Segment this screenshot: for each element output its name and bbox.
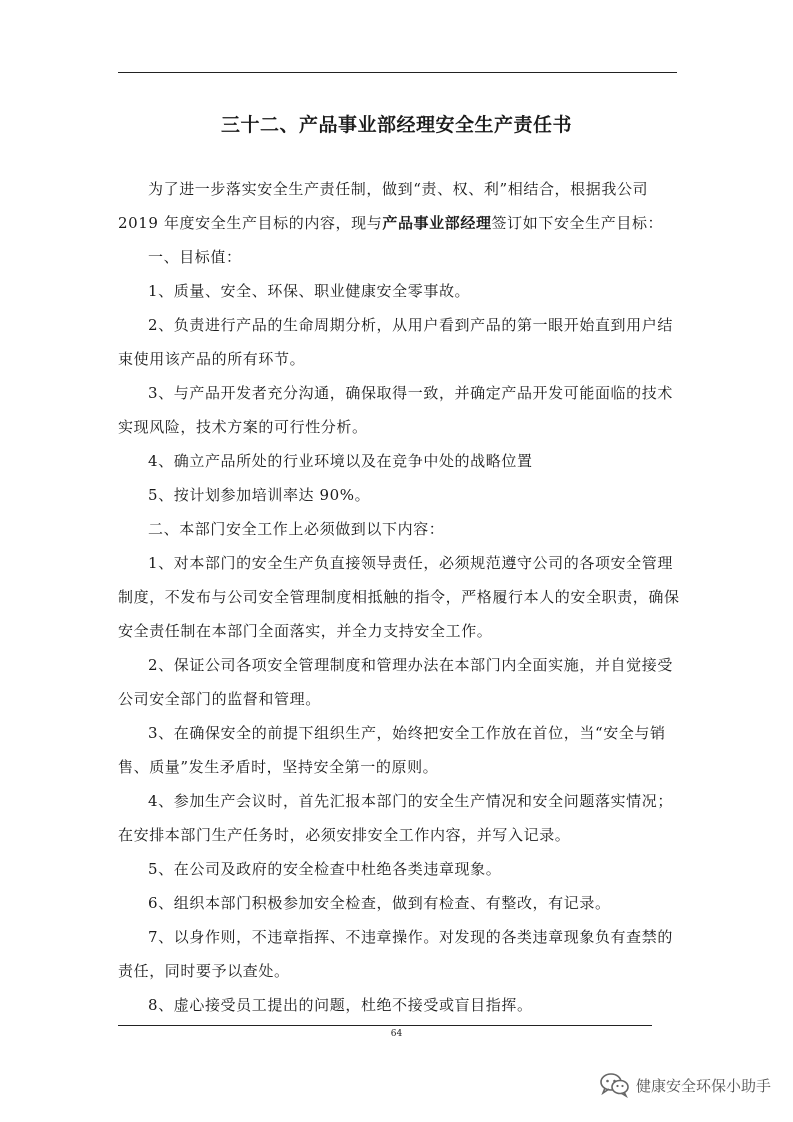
header-rule	[118, 72, 677, 73]
section-2-item: 5、在公司及政府的安全检查中杜绝各类违章现象。	[148, 860, 502, 878]
intro-line-2-post: 签订如下安全生产目标：	[491, 214, 664, 232]
section-2-heading: 二、本部门安全工作上必须做到以下内容：	[148, 520, 445, 538]
footer-rule	[118, 1025, 652, 1026]
intro-party-name: 产品事业部经理	[382, 214, 492, 232]
section-1-item: 5、按计划参加培训率达 90%。	[148, 486, 371, 504]
intro-line-2-pre: 2019 年度安全生产目标的内容，现与	[118, 214, 383, 232]
intro-line-1: 为了进一步落实安全生产责任制，做到“责、权、利”相结合，根据我公司	[148, 180, 649, 198]
wechat-icon	[600, 1072, 630, 1098]
section-2-item: 6、组织本部门积极参加安全检查，做到有检查、有整改，有记录。	[148, 894, 611, 912]
section-2-item: 7、以身作则，不违章指挥、不违章操作。对发现的各类违章现象负有查禁的责任，同时要予以查处。	[118, 928, 673, 980]
section-1-item: 4、确立产品所处的行业环境以及在竞争中处的战略位置	[148, 452, 533, 470]
section-2-item: 2、保证公司各项安全管理制度和管理办法在本部门内全面实施，并自觉接受公司安全部门的监督和管理。	[118, 656, 673, 708]
document-body	[118, 172, 684, 1022]
page-number: 64	[390, 1029, 403, 1039]
intro-paragraph	[118, 172, 684, 240]
section-2-item: 3、在确保安全的前提下组织生产，始终把安全工作放在首位，当“安全与销售、质量”发生矛盾时，坚持安全第一的原则。	[118, 724, 666, 776]
section-1-heading: 一、目标值：	[148, 248, 242, 266]
section-2-item: 4、参加生产会议时，首先汇报本部门的安全生产情况和安全问题落实情况；在安排本部门生产任务时，必须安排安全工作内容，并写入记录。	[118, 792, 673, 844]
document-title: 三十二、产品事业部经理安全生产责任书	[220, 114, 572, 136]
watermark	[600, 1072, 771, 1098]
section-2-item: 1、对本部门的安全生产负直接领导责任，必须规范遵守公司的各项安全管理制度，不发布与公司安全管理制度相抵触的指令，严格履行本人的安全职责，确保安全责任制在本部门全面落实，并全力支持安全工作。	[118, 554, 680, 640]
section-1-item: 2、负责进行产品的生命周期分析，从用户看到产品的第一眼开始直到用户结束使用该产品的所有环节。	[118, 316, 673, 368]
section-2-item: 8、虚心接受员工提出的问题，杜绝不接受或盲目指挥。	[148, 996, 533, 1014]
section-1-item: 1、质量、安全、环保、职业健康安全零事故。	[148, 282, 471, 300]
watermark-text: 健康安全环保小助手	[635, 1076, 771, 1095]
section-1-item: 3、与产品开发者充分沟通，确保取得一致，并确定产品开发可能面临的技术实现风险，技术方案的可行性分析。	[118, 384, 673, 436]
